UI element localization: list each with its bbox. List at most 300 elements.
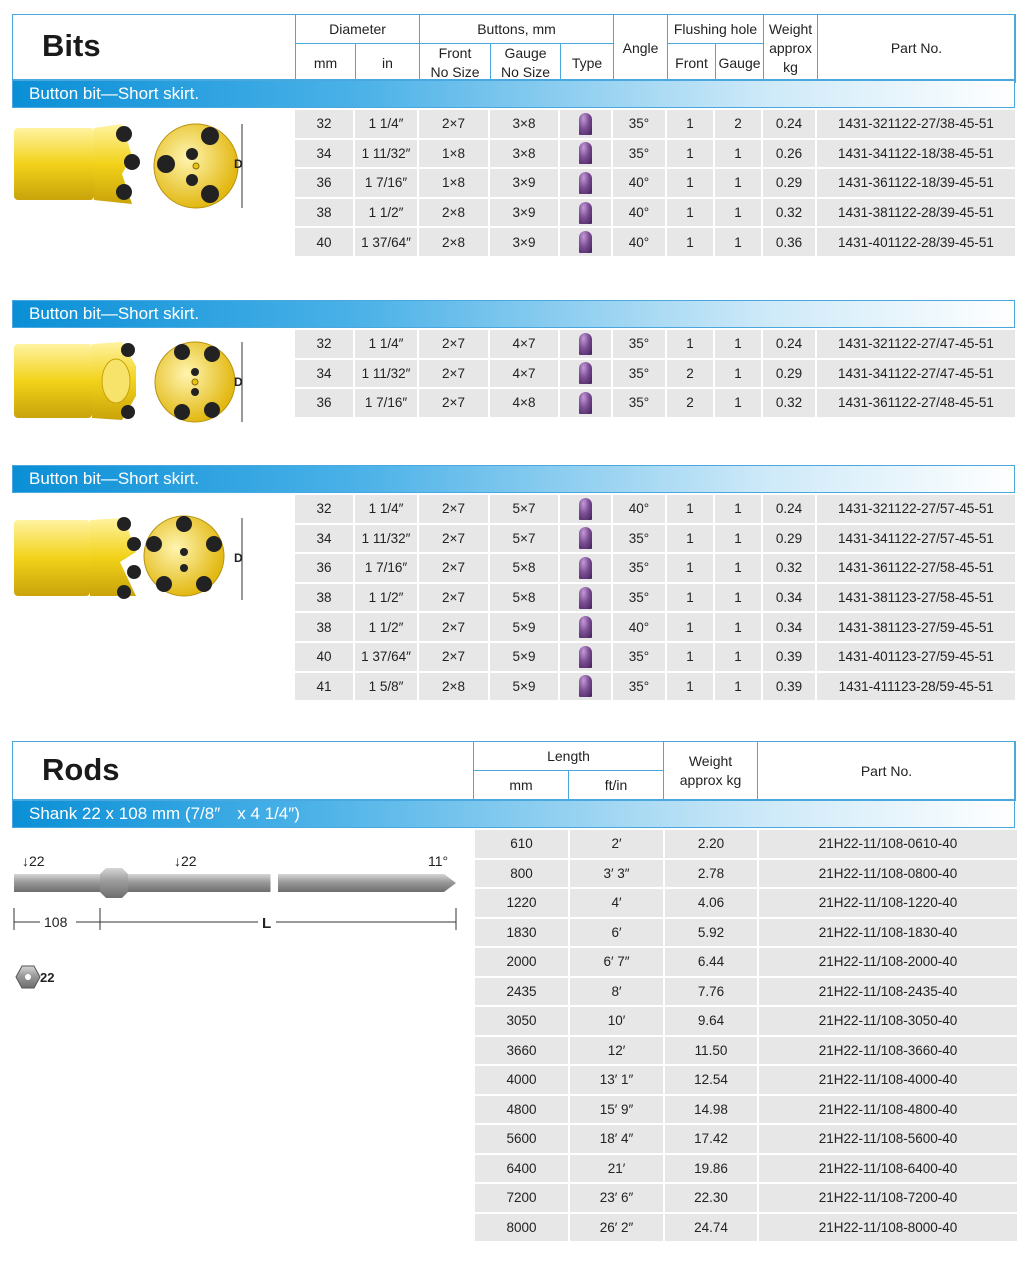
bit-row xyxy=(295,525,1015,553)
cell-mm: 34 xyxy=(295,360,353,388)
rod-dim2-label: ↓22 xyxy=(174,853,197,869)
cell-weight: 0.24 xyxy=(763,110,815,138)
button-type-icon xyxy=(579,202,592,224)
hdr-gauge xyxy=(491,44,561,83)
cell-part-no: 21H22-11/108-4000-40 xyxy=(759,1066,1017,1094)
cell-mm: 2435 xyxy=(475,978,568,1006)
cell-gauge: 3×8 xyxy=(490,140,558,168)
cell-angle: 35° xyxy=(613,360,665,388)
cell-ftin: 13′ 1″ xyxy=(570,1066,663,1094)
cell-part-no: 21H22-11/108-2000-40 xyxy=(759,948,1017,976)
cell-angle: 40° xyxy=(613,169,665,197)
cell-type xyxy=(560,643,611,671)
shank-bar: Shank 22 x 108 mm (7/8″ x 4 1/4″) xyxy=(12,800,1015,828)
cell-part-no: 21H22-11/108-7200-40 xyxy=(759,1184,1017,1212)
cell-type xyxy=(560,389,611,417)
cell-flush-front: 1 xyxy=(667,140,713,168)
cell-in: 1 7/16″ xyxy=(355,554,417,582)
group2-bar: Button bit—Short skirt. xyxy=(12,300,1015,328)
cell-gauge: 5×8 xyxy=(490,584,558,612)
bit-button xyxy=(201,127,219,145)
hdr-front xyxy=(420,44,491,83)
bit-button xyxy=(117,517,131,531)
rod-length-label: L xyxy=(262,915,272,932)
rod-row xyxy=(475,1125,1017,1153)
bit-button xyxy=(121,405,135,419)
cell-part-no: 1431-361122-18/39-45-51 xyxy=(817,169,1015,197)
group2-body xyxy=(295,330,1015,417)
rod-row xyxy=(475,1007,1017,1035)
cell-part-no: 1431-401122-28/39-45-51 xyxy=(817,228,1015,256)
cell-front: 2×7 xyxy=(419,554,488,582)
button-type-icon xyxy=(579,362,592,384)
bit-row xyxy=(295,110,1015,138)
button-type-icon xyxy=(579,231,592,253)
cell-flush-gauge: 1 xyxy=(715,525,761,553)
hdr-flush-front: Front xyxy=(668,44,716,83)
rod-row xyxy=(475,1096,1017,1124)
cell-ftin: 15′ 9″ xyxy=(570,1096,663,1124)
cell-weight: 14.98 xyxy=(665,1096,757,1124)
cell-mm: 36 xyxy=(295,554,353,582)
cell-front: 1×8 xyxy=(419,169,488,197)
cell-weight: 2.20 xyxy=(665,830,757,858)
cell-part-no: 21H22-11/108-3050-40 xyxy=(759,1007,1017,1035)
cell-flush-front: 1 xyxy=(667,613,713,641)
cell-mm: 6400 xyxy=(475,1155,568,1183)
rod-row xyxy=(475,978,1017,1006)
cell-mm: 32 xyxy=(295,330,353,358)
cell-in: 1 7/16″ xyxy=(355,389,417,417)
dimension-label: D xyxy=(234,157,243,171)
cell-flush-front: 1 xyxy=(667,330,713,358)
cell-in: 1 1/2″ xyxy=(355,584,417,612)
cell-in: 1 1/4″ xyxy=(355,110,417,138)
cell-flush-gauge: 1 xyxy=(715,673,761,701)
button-type-icon xyxy=(579,646,592,668)
button-type-icon xyxy=(579,172,592,194)
rod-shank xyxy=(14,874,100,892)
cell-weight: 0.32 xyxy=(763,199,815,227)
bit-button xyxy=(174,404,190,420)
cell-flush-gauge: 2 xyxy=(715,110,761,138)
cell-flush-front: 1 xyxy=(667,643,713,671)
bits-header-table xyxy=(295,14,1016,83)
cell-angle: 35° xyxy=(613,330,665,358)
cell-gauge: 3×9 xyxy=(490,199,558,227)
bit-button xyxy=(176,516,192,532)
cell-front: 2×8 xyxy=(419,228,488,256)
cell-flush-front: 1 xyxy=(667,673,713,701)
hdr-mm: mm xyxy=(296,44,356,83)
cell-front: 2×8 xyxy=(419,199,488,227)
cell-type xyxy=(560,199,611,227)
cell-gauge: 3×8 xyxy=(490,110,558,138)
rods-hdr-weight-line1: Weight xyxy=(688,753,733,769)
cell-flush-front: 1 xyxy=(667,495,713,523)
cell-gauge: 4×7 xyxy=(490,330,558,358)
cell-type xyxy=(560,554,611,582)
cell-flush-front: 1 xyxy=(667,525,713,553)
cell-mm: 36 xyxy=(295,169,353,197)
cell-type xyxy=(560,228,611,256)
cell-weight: 5.92 xyxy=(665,919,757,947)
cell-flush-gauge: 1 xyxy=(715,554,761,582)
cell-front: 2×7 xyxy=(419,584,488,612)
cell-ftin: 8′ xyxy=(570,978,663,1006)
hdr-flush-gauge: Gauge xyxy=(716,44,764,83)
cell-type xyxy=(560,525,611,553)
button-type-icon xyxy=(579,498,592,520)
rods-header-table xyxy=(473,741,1016,801)
cell-weight: 19.86 xyxy=(665,1155,757,1183)
hdr-angle: Angle xyxy=(614,15,668,83)
cell-mm: 40 xyxy=(295,643,353,671)
cell-type xyxy=(560,140,611,168)
cell-flush-gauge: 1 xyxy=(715,495,761,523)
bit-body xyxy=(14,344,92,418)
cell-in: 1 1/4″ xyxy=(355,495,417,523)
button-type-icon xyxy=(579,392,592,414)
rod-row xyxy=(475,948,1017,976)
cell-part-no: 1431-321122-27/47-45-51 xyxy=(817,330,1015,358)
cell-weight: 11.50 xyxy=(665,1037,757,1065)
cell-gauge: 5×9 xyxy=(490,613,558,641)
cell-weight: 7.76 xyxy=(665,978,757,1006)
cell-in: 1 37/64″ xyxy=(355,228,417,256)
bit-row xyxy=(295,140,1015,168)
bit-head xyxy=(90,518,136,596)
hdr-part-no: Part No. xyxy=(818,15,1016,83)
bits-title: Bits xyxy=(42,28,101,63)
bit-skirt xyxy=(102,359,130,403)
dimension-label: D xyxy=(234,551,243,565)
cell-mm: 800 xyxy=(475,860,568,888)
cell-front: 2×7 xyxy=(419,330,488,358)
hdr-gauge-line2: No Size xyxy=(501,64,551,80)
cell-mm: 41 xyxy=(295,673,353,701)
bits-table-group1 xyxy=(293,108,1017,258)
button-type-icon xyxy=(579,616,592,638)
bit-button xyxy=(191,388,199,396)
group3-body xyxy=(295,495,1015,700)
cell-weight: 0.34 xyxy=(763,584,815,612)
cell-flush-gauge: 1 xyxy=(715,199,761,227)
rod-row xyxy=(475,1066,1017,1094)
bit-button xyxy=(127,565,141,579)
cell-in: 1 7/16″ xyxy=(355,169,417,197)
hdr-weight-line2: approx xyxy=(769,40,812,56)
cell-mm: 32 xyxy=(295,495,353,523)
cell-front: 2×7 xyxy=(419,643,488,671)
cell-gauge: 3×9 xyxy=(490,228,558,256)
cell-flush-front: 2 xyxy=(667,360,713,388)
bit-button xyxy=(174,344,190,360)
cell-weight: 12.54 xyxy=(665,1066,757,1094)
rod-row xyxy=(475,1184,1017,1212)
cell-part-no: 21H22-11/108-0610-40 xyxy=(759,830,1017,858)
cell-front: 2×7 xyxy=(419,525,488,553)
cell-weight: 0.24 xyxy=(763,495,815,523)
cell-type xyxy=(560,584,611,612)
cell-flush-gauge: 1 xyxy=(715,643,761,671)
cell-ftin: 21′ xyxy=(570,1155,663,1183)
cell-part-no: 1431-321122-27/57-45-51 xyxy=(817,495,1015,523)
cell-gauge: 5×8 xyxy=(490,554,558,582)
cell-mm: 3050 xyxy=(475,1007,568,1035)
cell-mm: 32 xyxy=(295,110,353,138)
dimension-label: D xyxy=(234,375,243,389)
rods-hdr-part-no: Part No. xyxy=(758,742,1016,801)
cell-weight: 22.30 xyxy=(665,1184,757,1212)
cell-ftin: 26′ 2″ xyxy=(570,1214,663,1242)
cell-ftin: 6′ xyxy=(570,919,663,947)
cell-ftin: 4′ xyxy=(570,889,663,917)
bit-button xyxy=(186,148,198,160)
cell-part-no: 21H22-11/108-2435-40 xyxy=(759,978,1017,1006)
group1-bar: Button bit—Short skirt. xyxy=(12,80,1015,108)
cell-weight: 6.44 xyxy=(665,948,757,976)
bit-button xyxy=(127,537,141,551)
hdr-front-line1: Front xyxy=(438,45,472,61)
button-type-icon xyxy=(579,527,592,549)
rod-hex-label: 22 xyxy=(40,970,55,985)
hdr-flushing: Flushing hole xyxy=(668,15,764,44)
cell-flush-front: 1 xyxy=(667,199,713,227)
cell-angle: 35° xyxy=(613,525,665,553)
button-type-icon xyxy=(579,142,592,164)
rod-shank-length-label: 108 xyxy=(44,914,68,930)
cell-angle: 40° xyxy=(613,495,665,523)
cell-part-no: 1431-341122-27/47-45-51 xyxy=(817,360,1015,388)
rod-body xyxy=(128,874,272,892)
bit-button xyxy=(201,185,219,203)
cell-front: 2×7 xyxy=(419,360,488,388)
group3-bar: Button bit—Short skirt. xyxy=(12,465,1015,493)
rod-row xyxy=(475,919,1017,947)
cell-ftin: 18′ 4″ xyxy=(570,1125,663,1153)
flush-hole xyxy=(193,163,199,169)
cell-type xyxy=(560,495,611,523)
cell-part-no: 1431-341122-18/38-45-51 xyxy=(817,140,1015,168)
rod-collar xyxy=(100,868,128,898)
cell-angle: 35° xyxy=(613,140,665,168)
rods-table xyxy=(473,828,1019,1243)
cell-angle: 35° xyxy=(613,389,665,417)
cell-part-no: 21H22-11/108-3660-40 xyxy=(759,1037,1017,1065)
cell-weight: 17.42 xyxy=(665,1125,757,1153)
cell-gauge: 4×7 xyxy=(490,360,558,388)
bit-diagram-3 xyxy=(12,512,260,608)
cell-mm: 1220 xyxy=(475,889,568,917)
cell-in: 1 5/8″ xyxy=(355,673,417,701)
cell-flush-gauge: 1 xyxy=(715,389,761,417)
cell-flush-gauge: 1 xyxy=(715,169,761,197)
button-type-icon xyxy=(579,333,592,355)
hex-hole xyxy=(25,974,31,980)
cell-mm: 34 xyxy=(295,140,353,168)
cell-mm: 8000 xyxy=(475,1214,568,1242)
cell-mm: 1830 xyxy=(475,919,568,947)
cell-part-no: 1431-361122-27/48-45-51 xyxy=(817,389,1015,417)
bit-row xyxy=(295,584,1015,612)
cell-flush-front: 2 xyxy=(667,389,713,417)
bit-row xyxy=(295,330,1015,358)
bit-diagram-2 xyxy=(12,336,260,426)
cell-weight: 0.36 xyxy=(763,228,815,256)
cell-part-no: 1431-411123-28/59-45-51 xyxy=(817,673,1015,701)
cell-weight: 0.34 xyxy=(763,613,815,641)
bit-row xyxy=(295,495,1015,523)
cell-angle: 40° xyxy=(613,228,665,256)
rod-tip xyxy=(278,874,456,892)
bits-table-group3 xyxy=(293,493,1017,702)
bit-row xyxy=(295,360,1015,388)
cell-in: 1 37/64″ xyxy=(355,643,417,671)
cell-mm: 38 xyxy=(295,199,353,227)
rods-body xyxy=(475,830,1017,1241)
cell-angle: 35° xyxy=(613,584,665,612)
cell-mm: 610 xyxy=(475,830,568,858)
rod-row xyxy=(475,1155,1017,1183)
cell-mm: 4000 xyxy=(475,1066,568,1094)
cell-type xyxy=(560,673,611,701)
cell-angle: 40° xyxy=(613,199,665,227)
cell-weight: 24.74 xyxy=(665,1214,757,1242)
cell-mm: 38 xyxy=(295,584,353,612)
cell-front: 2×8 xyxy=(419,673,488,701)
cell-in: 1 11/32″ xyxy=(355,140,417,168)
cell-gauge: 3×9 xyxy=(490,169,558,197)
rod-row xyxy=(475,860,1017,888)
cell-gauge: 5×7 xyxy=(490,525,558,553)
cell-weight: 0.26 xyxy=(763,140,815,168)
button-type-icon xyxy=(579,675,592,697)
bit-button xyxy=(180,564,188,572)
cell-ftin: 6′ 7″ xyxy=(570,948,663,976)
cell-part-no: 1431-361122-27/58-45-51 xyxy=(817,554,1015,582)
cell-weight: 0.29 xyxy=(763,360,815,388)
cell-angle: 40° xyxy=(613,613,665,641)
cell-weight: 0.29 xyxy=(763,525,815,553)
rod-row xyxy=(475,889,1017,917)
cell-angle: 35° xyxy=(613,554,665,582)
bit-button xyxy=(117,585,131,599)
bit-row xyxy=(295,673,1015,701)
bit-button xyxy=(186,174,198,186)
cell-weight: 0.32 xyxy=(763,554,815,582)
cell-part-no: 21H22-11/108-1220-40 xyxy=(759,889,1017,917)
cell-mm: 34 xyxy=(295,525,353,553)
cell-type xyxy=(560,110,611,138)
bit-row xyxy=(295,199,1015,227)
rod-row xyxy=(475,830,1017,858)
rods-hdr-weight-line2: approx kg xyxy=(679,772,742,788)
bit-body xyxy=(14,128,94,200)
cell-in: 1 1/2″ xyxy=(355,613,417,641)
cell-ftin: 2′ xyxy=(570,830,663,858)
hdr-buttons: Buttons, mm xyxy=(420,15,614,44)
cell-part-no: 1431-381122-28/39-45-51 xyxy=(817,199,1015,227)
hdr-in: in xyxy=(356,44,420,83)
cell-front: 2×7 xyxy=(419,495,488,523)
cell-part-no: 1431-381123-27/58-45-51 xyxy=(817,584,1015,612)
cell-front: 2×7 xyxy=(419,389,488,417)
bit-button xyxy=(116,126,132,142)
cell-ftin: 23′ 6″ xyxy=(570,1184,663,1212)
cell-gauge: 4×8 xyxy=(490,389,558,417)
cell-part-no: 1431-381123-27/59-45-51 xyxy=(817,613,1015,641)
rod-angle-label: 11° xyxy=(428,853,449,869)
bit-row xyxy=(295,613,1015,641)
bit-body xyxy=(14,520,90,596)
cell-in: 1 1/2″ xyxy=(355,199,417,227)
cell-front: 2×7 xyxy=(419,613,488,641)
bit-button xyxy=(196,576,212,592)
cell-flush-front: 1 xyxy=(667,584,713,612)
bit-button xyxy=(124,154,140,170)
bit-button xyxy=(206,536,222,552)
cell-mm: 3660 xyxy=(475,1037,568,1065)
cell-flush-gauge: 1 xyxy=(715,330,761,358)
bit-row xyxy=(295,389,1015,417)
rods-hdr-ftin: ft/in xyxy=(569,771,664,801)
cell-part-no: 21H22-11/108-4800-40 xyxy=(759,1096,1017,1124)
rod-dim1-label: ↓22 xyxy=(22,853,45,869)
bit-diagram-1 xyxy=(12,116,260,212)
cell-flush-gauge: 1 xyxy=(715,140,761,168)
bit-button xyxy=(191,368,199,376)
cell-flush-gauge: 1 xyxy=(715,360,761,388)
cell-in: 1 11/32″ xyxy=(355,360,417,388)
hdr-diameter: Diameter xyxy=(296,15,420,44)
cell-flush-front: 1 xyxy=(667,110,713,138)
cell-flush-gauge: 1 xyxy=(715,584,761,612)
bit-row xyxy=(295,643,1015,671)
cell-mm: 2000 xyxy=(475,948,568,976)
cell-weight: 0.24 xyxy=(763,330,815,358)
rods-hdr-length: Length xyxy=(474,742,664,771)
cell-flush-front: 1 xyxy=(667,554,713,582)
hdr-weight-line1: Weight xyxy=(768,21,813,37)
hdr-gauge-line1: Gauge xyxy=(504,45,547,61)
cell-weight: 0.29 xyxy=(763,169,815,197)
cell-weight: 0.39 xyxy=(763,673,815,701)
bit-row xyxy=(295,554,1015,582)
cell-gauge: 5×7 xyxy=(490,495,558,523)
bit-button xyxy=(204,346,220,362)
rods-title: Rods xyxy=(42,752,120,787)
cell-part-no: 21H22-11/108-0800-40 xyxy=(759,860,1017,888)
cell-part-no: 21H22-11/108-5600-40 xyxy=(759,1125,1017,1153)
button-type-icon xyxy=(579,587,592,609)
cell-mm: 40 xyxy=(295,228,353,256)
cell-part-no: 21H22-11/108-6400-40 xyxy=(759,1155,1017,1183)
cell-flush-front: 1 xyxy=(667,228,713,256)
cell-part-no: 21H22-11/108-1830-40 xyxy=(759,919,1017,947)
cell-type xyxy=(560,360,611,388)
bit-button xyxy=(180,548,188,556)
bit-button xyxy=(204,402,220,418)
cell-mm: 4800 xyxy=(475,1096,568,1124)
cell-flush-gauge: 1 xyxy=(715,613,761,641)
cell-in: 1 1/4″ xyxy=(355,330,417,358)
group1-body xyxy=(295,110,1015,256)
cell-gauge: 5×9 xyxy=(490,673,558,701)
bit-row xyxy=(295,228,1015,256)
cell-front: 2×7 xyxy=(419,110,488,138)
cell-front: 1×8 xyxy=(419,140,488,168)
